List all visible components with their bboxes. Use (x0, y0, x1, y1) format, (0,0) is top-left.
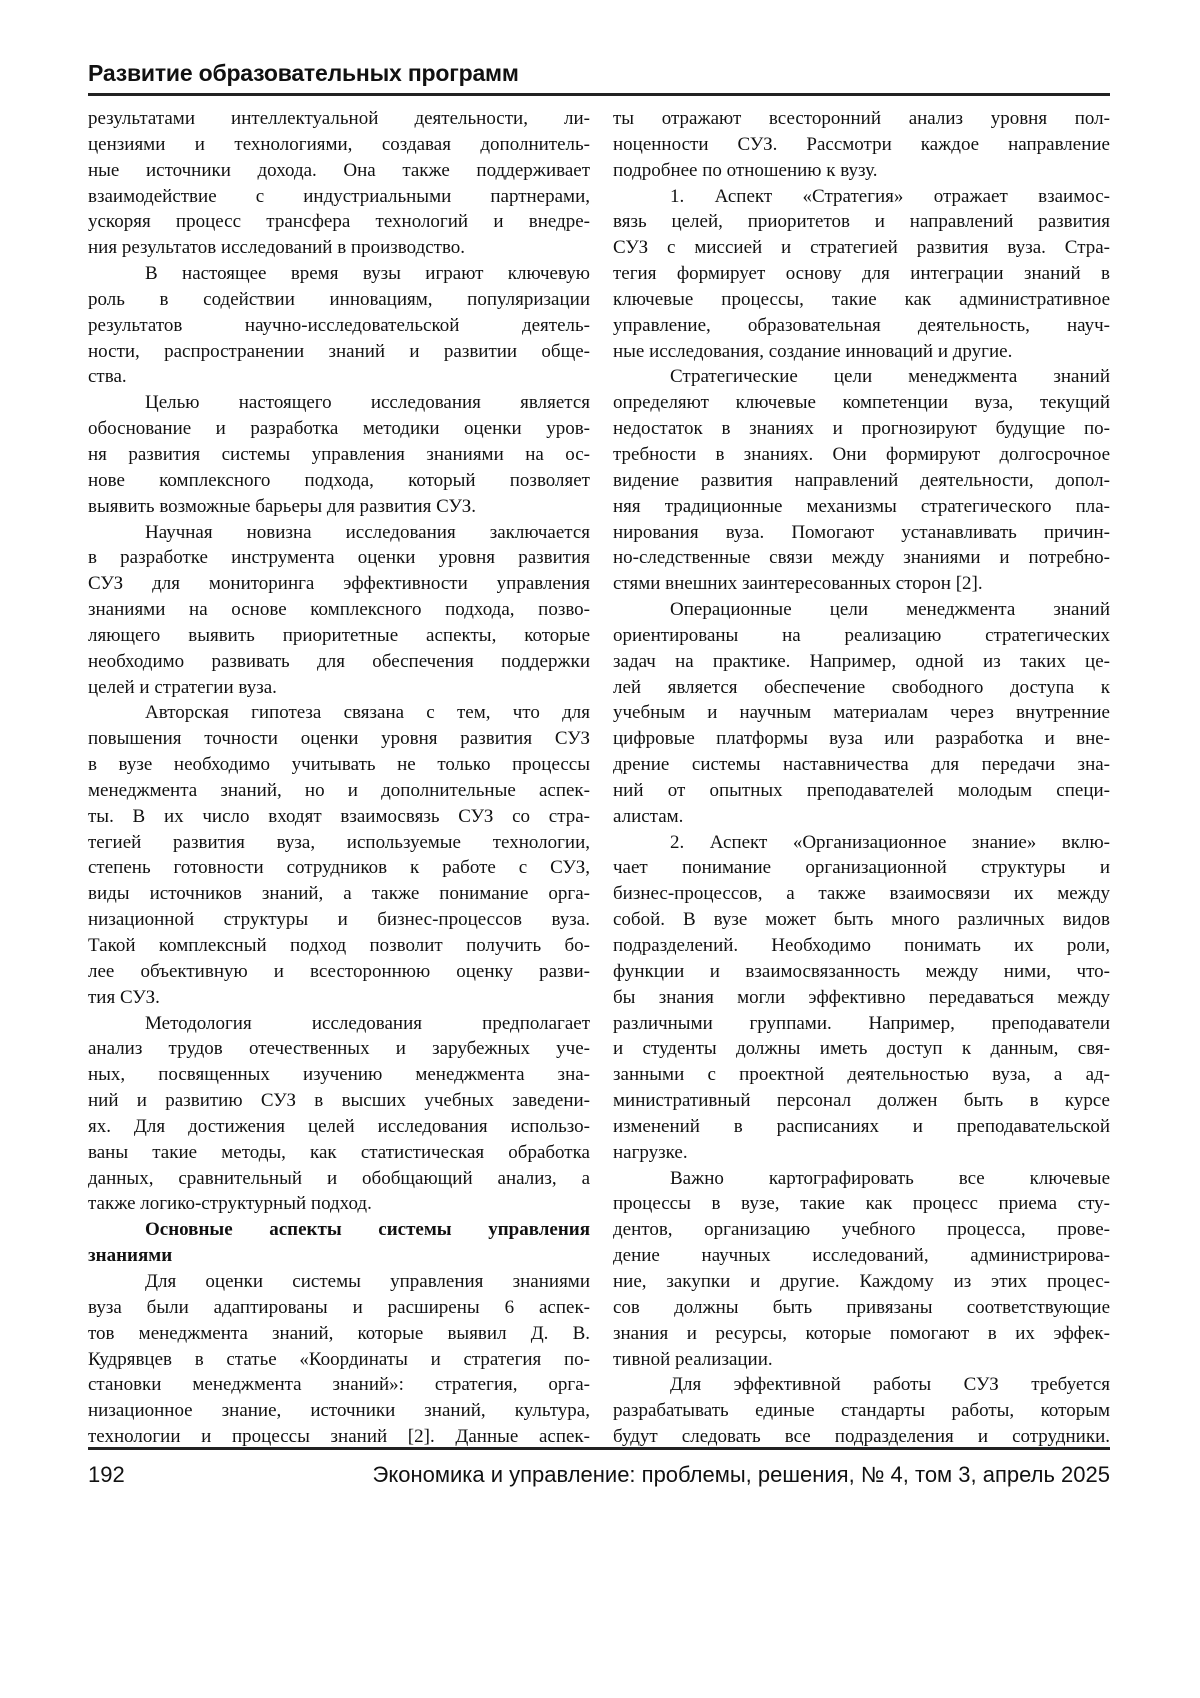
text-line: недостаток в знаниях и прогнозируют будущие по- (613, 416, 1110, 442)
text-line: повышения точности оценки уровня развития СУЗ (88, 726, 590, 752)
text-line: ляющего выявить приоритетные аспекты, которые (88, 623, 590, 649)
text-line: цензиями и технологиями, создавая дополнитель- (88, 132, 590, 158)
paragraph (613, 830, 1110, 1166)
text-line: технологии и процессы знаний [2]. Данные аспек- (88, 1424, 590, 1450)
text-line: нагрузке. (613, 1140, 1110, 1166)
text-line: СУЗ с миссией и стратегией развития вуза. Стра- (613, 235, 1110, 261)
text-line: нирования вуза. Помогают устанавливать причин- (613, 520, 1110, 546)
text-line: ня развития системы управления знаниями на ос- (88, 442, 590, 468)
text-line: ях. Для достижения целей исследования использо- (88, 1114, 590, 1140)
paragraph (88, 106, 590, 261)
text-line: выявить возможные барьеры для развития СУЗ. (88, 494, 590, 520)
text-line: В настоящее время вузы играют ключевую (88, 261, 590, 287)
text-line: Целью настоящего исследования является (88, 390, 590, 416)
text-line: изменений в расписаниях и преподавательской (613, 1114, 1110, 1140)
text-line: занными с проектной деятельностью вуза, а ад- (613, 1062, 1110, 1088)
text-line: ства. (88, 364, 590, 390)
journal-citation: Экономика и управление: проблемы, решения, № 4, том 3, апрель 2025 (373, 1462, 1110, 1488)
text-line: ности, распространении знаний и развитии обще- (88, 339, 590, 365)
text-line: ные исследования, создание инноваций и другие. (613, 339, 1110, 365)
text-line: задач на практике. Например, одной из таких це- (613, 649, 1110, 675)
text-line: процессы в вузе, такие как процесс приема сту- (613, 1191, 1110, 1217)
text-line: ний от опытных преподавателей молодым специ- (613, 778, 1110, 804)
text-line: целей и стратегии вуза. (88, 675, 590, 701)
text-line: Научная новизна исследования заключается (88, 520, 590, 546)
paragraph (88, 700, 590, 1010)
text-line: менеджмента знаний, но и дополнительные аспек- (88, 778, 590, 804)
text-line: анализ трудов отечественных и зарубежных уче- (88, 1036, 590, 1062)
text-line: требности в знаниях. Они формируют долгосрочное (613, 442, 1110, 468)
text-line: Стратегические цели менеджмента знаний (613, 364, 1110, 390)
text-line: учебным и научным материалам через внутренние (613, 700, 1110, 726)
text-line: ния результатов исследований в производство. (88, 235, 590, 261)
text-line: алистам. (613, 804, 1110, 830)
text-line: ключевые процессы, такие как административное (613, 287, 1110, 313)
footer-rule (88, 1447, 1110, 1450)
text-line: дентов, организацию учебного процесса, прове- (613, 1217, 1110, 1243)
text-line: подразделений. Необходимо понимать их роли, (613, 933, 1110, 959)
text-line: управление, образовательная деятельность, науч- (613, 313, 1110, 339)
text-line: результатов научно-исследовательской деятель- (88, 313, 590, 339)
text-line: стями внешних заинтересованных сторон [2]. (613, 571, 1110, 597)
paragraph (613, 1372, 1110, 1450)
text-line: Такой комплексный подход позволит получить бо- (88, 933, 590, 959)
text-line: 2. Аспект «Организационное знание» вклю- (613, 830, 1110, 856)
text-line: чает понимание организационной структуры и (613, 855, 1110, 881)
text-line: знаниями (88, 1243, 590, 1269)
paragraph (88, 261, 590, 390)
paragraph (613, 1166, 1110, 1373)
text-line: ты. В их число входят взаимосвязь СУЗ со стра- (88, 804, 590, 830)
text-line: будут следовать все подразделения и сотрудники. (613, 1424, 1110, 1450)
text-line: подробнее по отношению к вузу. (613, 158, 1110, 184)
text-line: ты отражают всесторонний анализ уровня пол- (613, 106, 1110, 132)
text-line: Методология исследования предполагает (88, 1011, 590, 1037)
text-line: Кудрявцев в статье «Координаты и стратегия по- (88, 1347, 590, 1373)
text-line: Для эффективной работы СУЗ требуется (613, 1372, 1110, 1398)
text-line: ускоряя процесс трансфера технологий и внедре- (88, 209, 590, 235)
text-line: тегией развития вуза, используемые технологии, (88, 830, 590, 856)
text-line: определяют ключевые компетенции вуза, текущий (613, 390, 1110, 416)
text-line: бы знания могли эффективно передаваться между (613, 985, 1110, 1011)
text-line: бизнес-процессов, а также взаимосвязи их между (613, 881, 1110, 907)
text-line: тия СУЗ. (88, 985, 590, 1011)
text-line: няя традиционные механизмы стратегического пла- (613, 494, 1110, 520)
text-line: обоснование и разработка методики оценки уров- (88, 416, 590, 442)
text-line: ваны такие методы, как статистическая обработка (88, 1140, 590, 1166)
page-number: 192 (88, 1462, 125, 1488)
text-line: ные источники дохода. Она также поддерживает (88, 158, 590, 184)
paragraph (613, 364, 1110, 597)
right-column (613, 106, 1110, 1450)
text-line: становки менеджмента знаний»: стратегия, орга- (88, 1372, 590, 1398)
text-line: в вузе необходимо учитывать не только процессы (88, 752, 590, 778)
text-line: Важно картографировать все ключевые (613, 1166, 1110, 1192)
paragraph (88, 1011, 590, 1218)
text-line: роль в содействии инновациям, популяризации (88, 287, 590, 313)
text-line: результатами интеллектуальной деятельности, ли- (88, 106, 590, 132)
text-line: низационное знание, источники знаний, культура, (88, 1398, 590, 1424)
paragraph (613, 184, 1110, 365)
text-line: низационной структуры и бизнес-процессов вуза. (88, 907, 590, 933)
paragraph (88, 520, 590, 701)
text-line: Операционные цели менеджмента знаний (613, 597, 1110, 623)
text-line: тивной реализации. (613, 1347, 1110, 1373)
text-line: лее объективную и всестороннюю оценку разви- (88, 959, 590, 985)
text-line: вязь целей, приоритетов и направлений развития (613, 209, 1110, 235)
paragraph (88, 1269, 590, 1450)
text-line: также логико-структурный подход. (88, 1191, 590, 1217)
text-line: дрение системы наставничества для передачи зна- (613, 752, 1110, 778)
text-line: ний и развитию СУЗ в высших учебных заведени- (88, 1088, 590, 1114)
text-line: различными группами. Например, преподаватели (613, 1011, 1110, 1037)
text-line: знания и ресурсы, которые помогают в их эффек- (613, 1321, 1110, 1347)
text-line: взаимодействие с индустриальными партнерами, (88, 184, 590, 210)
paragraph (613, 106, 1110, 184)
text-line: тегия формирует основу для интеграции знаний в (613, 261, 1110, 287)
text-line: но-следственные связи между знаниями и потребно- (613, 545, 1110, 571)
text-line: данных, сравнительный и обобщающий анализ, а (88, 1166, 590, 1192)
text-line: видение развития направлений деятельности, допол- (613, 468, 1110, 494)
text-line: Для оценки системы управления знаниями (88, 1269, 590, 1295)
text-line: виды источников знаний, а также понимание орга- (88, 881, 590, 907)
header-rule (88, 93, 1110, 96)
text-line: степень готовности сотрудников к работе с СУЗ, (88, 855, 590, 881)
text-line: министративный персонал должен быть в курсе (613, 1088, 1110, 1114)
paragraph (613, 597, 1110, 830)
running-title: Развитие образовательных программ (88, 60, 519, 87)
text-line: и студенты должны иметь доступ к данным, свя- (613, 1036, 1110, 1062)
text-line: в разработке инструмента оценки уровня развития (88, 545, 590, 571)
text-line: цифровые платформы вуза или разработка и вне- (613, 726, 1110, 752)
text-line: тов менеджмента знаний, которые выявил Д. В. (88, 1321, 590, 1347)
text-line: ние, закупки и другие. Каждому из этих процес- (613, 1269, 1110, 1295)
text-line: ных, посвященных изучению менеджмента зна- (88, 1062, 590, 1088)
text-line: знаниями на основе комплексного подхода, позво- (88, 597, 590, 623)
text-line: нове комплексного подхода, который позволяет (88, 468, 590, 494)
text-line: функции и взаимосвязанность между ними, что- (613, 959, 1110, 985)
text-line: ориентированы на реализацию стратегических (613, 623, 1110, 649)
left-column (88, 106, 590, 1450)
text-line: Авторская гипотеза связана с тем, что для (88, 700, 590, 726)
text-line: вуза были адаптированы и расширены 6 аспек- (88, 1295, 590, 1321)
text-line: собой. В вузе может быть много различных видов (613, 907, 1110, 933)
text-line: дение научных исследований, администрирова- (613, 1243, 1110, 1269)
paragraph (88, 390, 590, 519)
text-line: СУЗ для мониторинга эффективности управления (88, 571, 590, 597)
text-line: 1. Аспект «Стратегия» отражает взаимос- (613, 184, 1110, 210)
text-line: Основные аспекты системы управления (88, 1217, 590, 1243)
text-line: сов должны быть привязаны соответствующие (613, 1295, 1110, 1321)
text-line: ноценности СУЗ. Рассмотри каждое направление (613, 132, 1110, 158)
section-heading (88, 1217, 590, 1269)
text-line: необходимо развивать для обеспечения поддержки (88, 649, 590, 675)
text-line: лей является обеспечение свободного доступа к (613, 675, 1110, 701)
text-line: разрабатывать единые стандарты работы, которым (613, 1398, 1110, 1424)
